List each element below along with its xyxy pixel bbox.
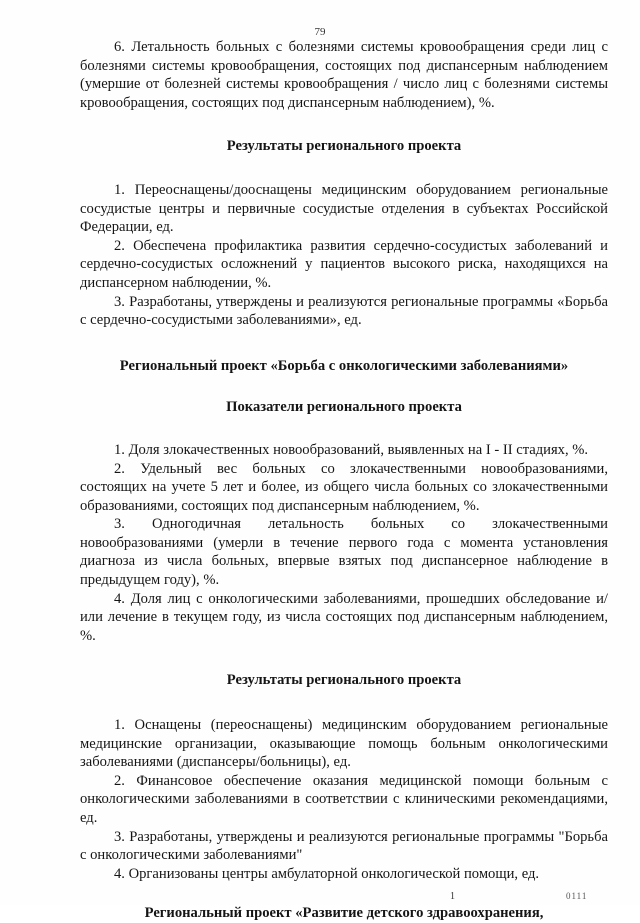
footer-mark: 1 <box>450 891 455 902</box>
result-item: 2. Финансовое обеспечение оказания медицинской помощи больным с онкологическими заболеваниями в соответствии с клиническими рекомендациями, ед. <box>80 772 608 826</box>
results-heading: Результаты регионального проекта <box>226 138 462 155</box>
result-item: 1. Оснащены (переоснащены) медицинским оборудованием региональные медицинские организации, оказывающие помощь больным онкологическими заболеваниями (диспансеры/больницы), ед. <box>80 717 608 771</box>
result-item: 2. Обеспечена профилактика развития сердечно-сосудистых заболеваний и сердечно-сосудистых осложнений у пациентов высокого риска, находящихся на диспансерном наблюдении, %. <box>80 237 608 291</box>
result-item: 4. Организованы центры амбулаторной онкологической помощи, ед. <box>114 865 540 882</box>
indicator-item: 1. Доля злокачественных новообразований, выявленных на I - II стадиях, %. <box>114 441 589 458</box>
result-item: 1. Переоснащены/дооснащены медицинским оборудованием региональные сосудистые центры и первичные сосудистые отделения в субъектах Российской Федерации, ед. <box>80 181 608 236</box>
indicator-item: 2. Удельный вес больных со злокачественными новообразованиями, состоящих на учете 5 лет и более, из общего числа больных со злокачественными образованиями, состоящих под диспансерным наблюдением, %. <box>80 460 608 514</box>
project-heading-child: Региональный проект «Развитие детского здравоохранения, <box>144 905 544 922</box>
results-heading: Результаты регионального проекта <box>226 672 462 689</box>
project-heading-onco: Региональный проект «Борьба с онкологическими заболеваниями» <box>119 357 569 374</box>
footer-code: 0111 <box>566 891 588 901</box>
page-number: 79 <box>314 26 326 38</box>
result-item: 3. Разработаны, утверждены и реализуются региональные программы «Борьба с сердечно-сосудистыми заболеваниями», ед. <box>80 293 608 329</box>
indicator-item: 3. Одногодичная летальность больных со злокачественными новообразованиями (умерли в течение первого года с момента установления диагноза из числа больных, впервые взятых под диспансерное наблюдение в предыдущем году), %. <box>80 516 608 589</box>
indicator-6: 6. Летальность больных с болезнями системы кровообращения среди лиц с болезнями системы кровообращения, состоящих под диспансерным наблюдением (умершие от болезней системы кровообращения / число лиц с болезнями системы кровообращения, состоящих под диспансерным наблюдением), %. <box>80 39 608 111</box>
indicator-item: 4. Доля лиц с онкологическими заболеваниями, прошедших обследование и/или лечение в текущем году, из числа состоящих под диспансерным наблюдением, %. <box>80 590 608 644</box>
result-item: 3. Разработаны, утверждены и реализуются региональные программы "Борьба с онкологическими заболеваниями" <box>80 828 608 864</box>
indicators-heading: Показатели регионального проекта <box>226 399 462 416</box>
page-content <box>80 38 608 923</box>
